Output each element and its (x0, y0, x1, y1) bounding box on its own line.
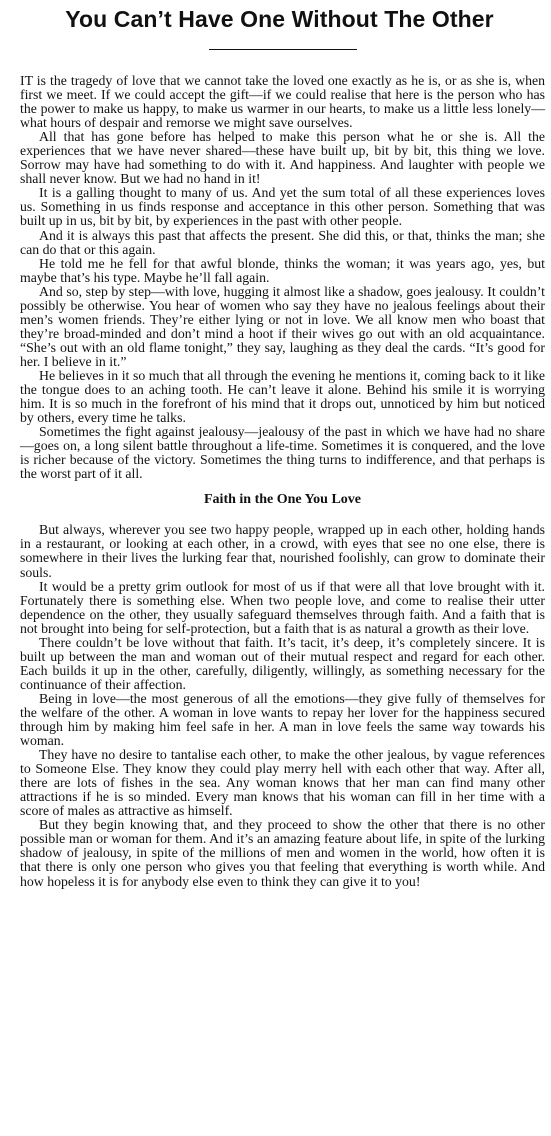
article-paragraph: It is a galling thought to many of us. And yet the sum total of all these experiences loves us. Something in us finds response and acceptance in this other person. Something that was built up in us, bit by bit, by experiences in the past with other people. (20, 185, 545, 229)
article-paragraph: They have no desire to tantalise each other, to make the other jealous, by vague references to Someone Else. They know they could play merry hell with each other that way. After all, there are lots of fishes in the sea. Any woman knows that her man can find many other attractions if he is so minded. Every man knows that his woman can fill in her time with a score of males as attractive as himself. (20, 747, 545, 819)
headline-divider (209, 49, 357, 50)
article-paragraph: Being in love—the most generous of all the emotions—they give fully of themselves for the welfare of the other. A woman in love wants to repay her lover for the happiness secured through him by making him feel safe in her. A man in love feels the same way towards his woman. (20, 690, 545, 749)
article-paragraph: But they begin knowing that, and they proceed to show the other that there is no other possible man or woman for them. And it’s an amazing feature about life, in spite of the lurking shadow of jealousy, in spite of the millions of men and women in the world, how often it is that there is only one person who gives you that feeling that everything is worth while. And how hopeless it is for anybody else even to think they can give it to you! (20, 817, 545, 889)
article-paragraph: And it is always this past that affects the present. She did this, or that, thinks the man; she can do that or this again. (20, 227, 545, 257)
article-paragraph: He believes in it so much that all through the evening he mentions it, coming back to it like the tongue does to an aching tooth. He can’t leave it alone. Behind his smile it is worrying him. It is so much in the forefront of his mind that it drops out, unnoticed by him but noticed by others, every time he talks. (20, 367, 545, 426)
article-paragraph: He told me he fell for that awful blonde, thinks the woman; it was years ago, yes, but maybe that’s his type. Maybe he’ll fall again. (20, 255, 545, 285)
article-paragraph: IT is the tragedy of love that we cannot take the loved one exactly as he is, or as she is, when first we meet. If we could accept the gift—if we could realise that here is the person who has the power to make us happy, to make us warmer in our hearts, to make us a little less lonely—what hours of despair and remorse we might save ourselves. (20, 73, 545, 131)
article-paragraph: But always, wherever you see two happy people, wrapped up in each other, holding hands in a restaurant, or looking at each other, in a crowd, with eyes that see no one else, there is somewhere in their lives the lurking fear that, nourished foolishly, can grow to dominate their souls. (20, 522, 545, 580)
article-paragraph: Sometimes the fight against jealousy—jealousy of the past in which we have had no share—goes on, a long silent battle throughout a life-time. Sometimes it is conquered, and the love is richer because of the victory. Sometimes the thing turns to indifference, and that perhaps is the worst part of it all. (20, 424, 545, 482)
article-paragraph: All that has gone before has helped to make this person what he or she is. All the experiences that we have never shared—these have built up, bit by bit, this thing we love. Sorrow may have had something to do with it. And happiness. And laughter with people we shall never know. But we had no hand in it! (20, 129, 545, 187)
section-subheading: Faith in the One You Love (204, 492, 361, 508)
article-paragraph: And so, step by step—with love, hugging it almost like a shadow, goes jealousy. It couldn’t possibly be otherwise. You hear of women who say they have no jealous feelings about their men’s women friends. They’re either lying or not in love. We all know men who boast that they’re broad-minded and don’t mind a hoot if their wives go out with an old acquaintance. “She’s out with an old flame tonight,” they say, laughing as they deal the cards. “It’s good for her. I believe in it.” (20, 283, 545, 369)
article-paragraph: It would be a pretty grim outlook for most of us if that were all that love brought with it. Fortunately there is something else. When two people love, and come to realise their utter dependence on the other, they usually safeguard themselves through faith. And a faith that is not brought into being for self-protection, but a faith that is as natural a growth as their love. (20, 578, 545, 636)
article-paragraph: There couldn’t be love without that faith. It’s tacit, it’s deep, it’s completely sincere. It is built up between the man and woman out of their mutual respect and regard for each other. Each builds it up in the other, carefully, diligently, willingly, as something necessary for the continuance of their affection. (20, 634, 545, 692)
article-body (20, 74, 545, 889)
article-headline: You Can’t Have One Without The Other (65, 6, 494, 32)
